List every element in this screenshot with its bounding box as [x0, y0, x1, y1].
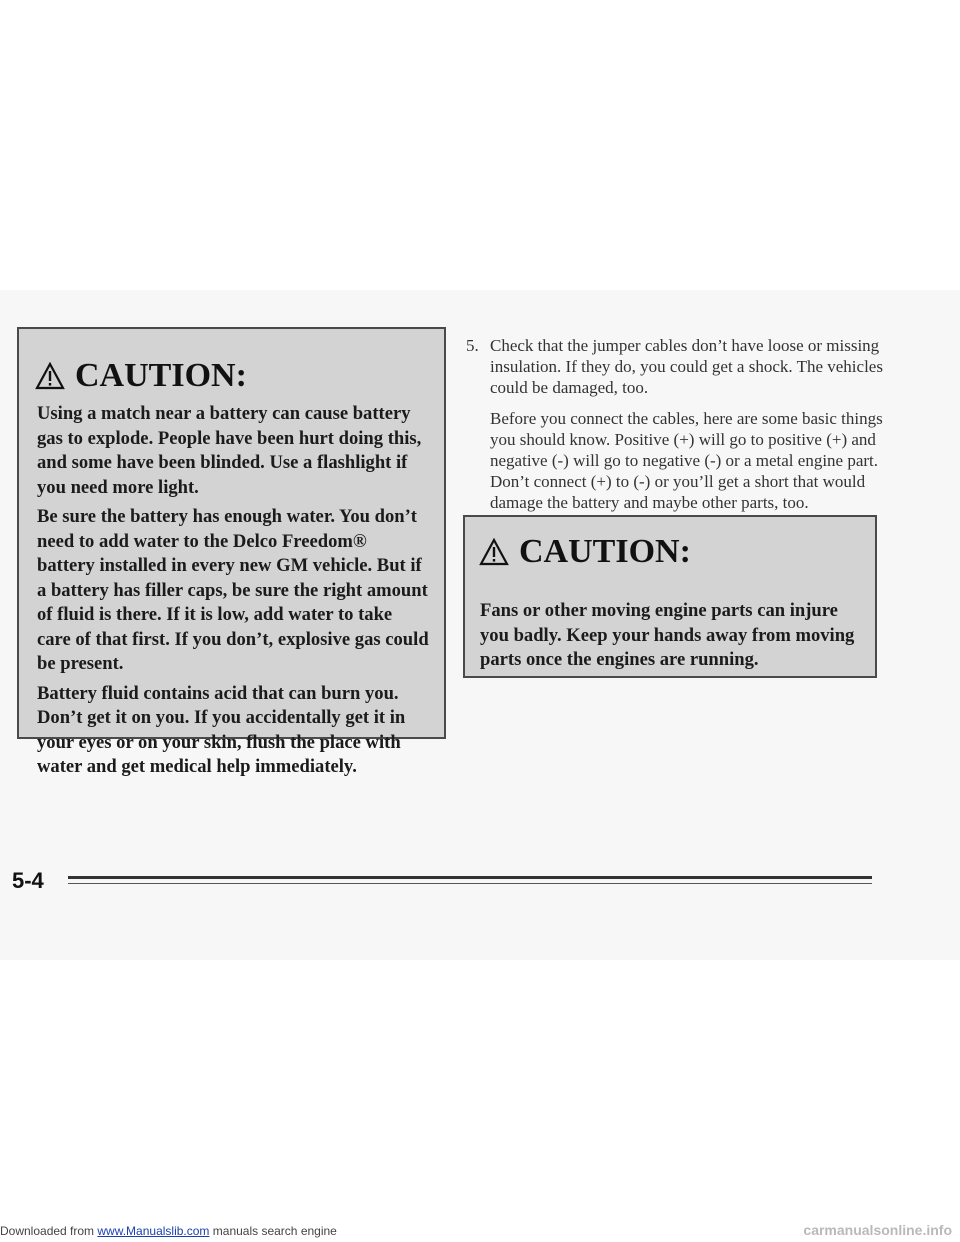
footer-rule-thin	[68, 883, 872, 884]
caution-body	[37, 402, 429, 785]
caution-paragraph: Fans or other moving engine parts can injure you badly. Keep your hands away from moving parts once the engines are running.	[480, 600, 855, 670]
step-number: 5.	[466, 336, 479, 355]
download-banner	[0, 1224, 337, 1238]
caution-paragraph: Be sure the battery has enough water. You don’t need to add water to the Delco Freedom® battery installed in every new GM vehicle. But if a battery has filler caps, be sure the right amount of fluid is there. If it is low, add water to take care of that first. If you don’t, explosive gas could be present.	[37, 506, 429, 674]
page-footer	[12, 860, 872, 900]
caution-heading-text: CAUTION:	[519, 533, 691, 570]
warning-triangle-icon	[479, 538, 509, 566]
warning-triangle-icon	[35, 362, 65, 390]
step-text: Check that the jumper cables don’t have loose or missing insulation. If they do, you could get a shock. The vehicles could be damaged, too.	[490, 336, 883, 397]
banner-suffix: manuals search engine	[209, 1224, 337, 1238]
manualslib-link[interactable]: www.Manualslib.com	[97, 1224, 210, 1238]
caution-heading	[479, 533, 691, 571]
footer-rule	[68, 876, 872, 879]
step-list	[466, 335, 886, 523]
caution-heading	[35, 357, 247, 395]
caution-box-battery	[17, 327, 446, 777]
site-watermark: carmanualsonline.info	[803, 1222, 952, 1238]
step-followup-text: Before you connect the cables, here are some basic things you should know. Positive (+) will go to positive (+) and negative (-) will go to negative (-) or a metal engine part. Don’t connect (+) to (-) or you’ll get a short that would damage the battery and maybe other parts, too.	[490, 409, 883, 512]
caution-body	[480, 599, 870, 678]
step-body	[490, 335, 886, 513]
caution-box-fans	[463, 515, 877, 678]
caution-heading-text: CAUTION:	[75, 357, 247, 394]
banner-prefix: Downloaded from	[0, 1224, 98, 1238]
caution-paragraph: Battery fluid contains acid that can burn you. Don’t get it on you. If you accidentally get it in your eyes or on your skin, flush the place with water and get medical help immediately.	[37, 682, 406, 777]
caution-paragraph: Using a match near a battery can cause battery gas to explode. People have been hurt doing this, and some have been blinded. Use a flashlight if you need more light.	[37, 403, 422, 498]
page-number: 5-4	[12, 868, 44, 893]
